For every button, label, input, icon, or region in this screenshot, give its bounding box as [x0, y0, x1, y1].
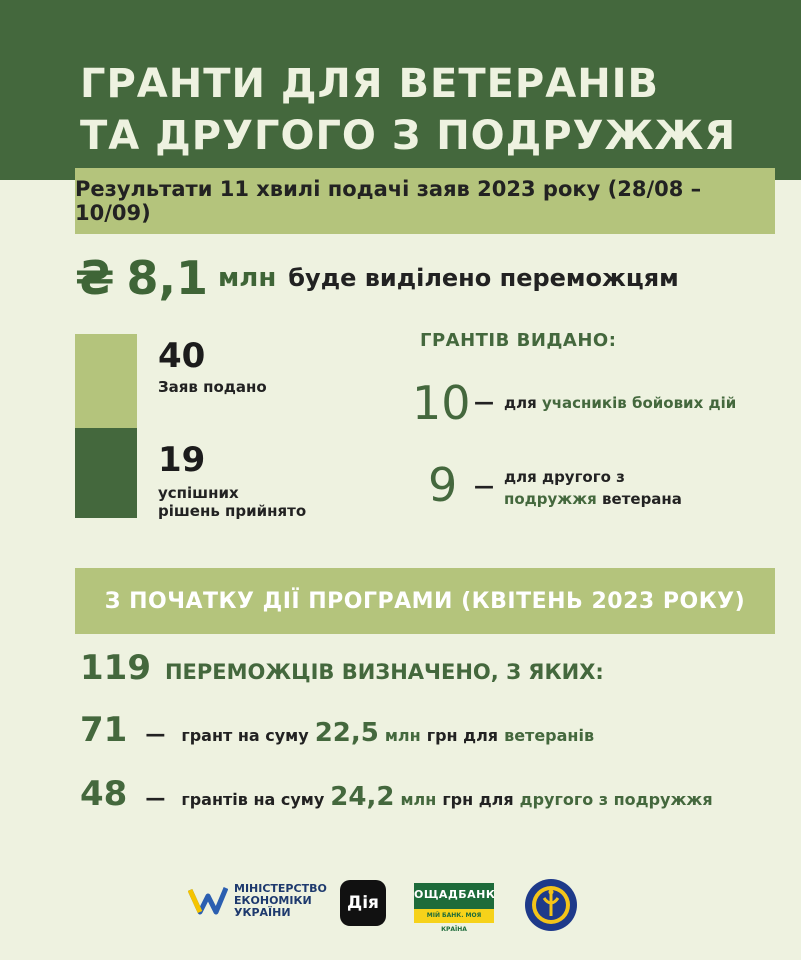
page-title [80, 58, 736, 162]
veterans-unit: млн [384, 726, 421, 745]
total-text: буде виділено переможцям [288, 264, 679, 292]
ministry-line-2: ЕКОНОМІКИ [234, 894, 312, 907]
combat-highlight: учасників бойових дій [541, 394, 737, 412]
title-line-2: ТА ДРУГОГО З ПОДРУЖЖЯ [80, 113, 737, 159]
veterans-mid: грн для [426, 726, 499, 745]
veterans-prefix: грант на суму [181, 726, 309, 745]
oschadbank-slogan: МІЙ БАНК. МОЯ КРАЇНА [414, 909, 494, 923]
total-amount: 8,1 [126, 251, 209, 305]
spouses-mid: грн для [442, 790, 514, 809]
combat-grants-count: 10 [412, 376, 471, 430]
ministry-logo [188, 883, 327, 919]
grants-heading: ГРАНТІВ ВИДАНО: [420, 330, 617, 351]
hryvnia-icon: ₴ [75, 251, 115, 305]
spouse-grants-count: 9 [428, 458, 458, 512]
veterans-amount: 22,5 [314, 718, 379, 748]
spouses-row [80, 774, 713, 814]
employment-service-seal-icon [524, 878, 578, 932]
veterans-row [80, 710, 594, 750]
spouse-line-1: для другого з [504, 468, 625, 486]
submitted-bar [75, 334, 137, 428]
subtitle-text: Результати 11 хвилі подачі заяв 2023 року (28/08 – 10/09) [75, 177, 702, 225]
spouse-highlight: подружжя [504, 490, 597, 508]
spouses-dash: — [145, 786, 166, 810]
veterans-count: 71 [80, 710, 128, 750]
spouses-highlight: другого з подружжя [519, 790, 713, 809]
oschadbank-name: ОЩАДБАНК [414, 888, 496, 901]
total-allocation [75, 252, 679, 304]
spouses-unit: млн [400, 790, 437, 809]
success-label [158, 484, 306, 520]
success-label-line-1: успішних [158, 484, 239, 502]
spouses-prefix: грантів на суму [181, 790, 325, 809]
ministry-line-3: УКРАЇНИ [234, 906, 291, 919]
combat-prefix: для [504, 394, 537, 412]
spouses-count: 48 [80, 774, 128, 814]
spouse-label [504, 466, 682, 510]
oschadbank-logo [414, 883, 496, 933]
subtitle-band [75, 168, 775, 234]
success-bar [75, 428, 137, 518]
header-banner [0, 0, 801, 180]
submitted-count: 40 [158, 336, 206, 376]
program-heading: З ПОЧАТКУ ДІЇ ПРОГРАМИ (КВІТЕНЬ 2023 РОКУ) [104, 588, 746, 614]
ministry-line-1: МІНІСТЕРСТВО [234, 882, 327, 895]
program-band [75, 568, 775, 634]
title-line-1: ГРАНТИ ДЛЯ ВЕТЕРАНІВ [80, 61, 660, 107]
spouses-amount: 24,2 [330, 782, 395, 812]
submitted-label: Заяв подано [158, 378, 267, 396]
total-unit: млн [218, 263, 277, 293]
veterans-highlight: ветеранів [504, 726, 595, 745]
success-label-line-2: рішень прийнято [158, 502, 307, 520]
combat-label [504, 392, 736, 414]
success-count: 19 [158, 440, 206, 480]
winners-row [80, 648, 604, 688]
veterans-dash: — [145, 722, 166, 746]
spouse-suffix: ветерана [602, 490, 682, 508]
spouse-dash: — [474, 474, 494, 498]
partner-logos [0, 875, 801, 935]
combat-dash: — [474, 390, 494, 414]
winners-count: 119 [80, 648, 151, 688]
diia-logo: Дія [340, 880, 386, 926]
winners-text: ПЕРЕМОЖЦІВ ВИЗНАЧЕНО, З ЯКИХ: [164, 660, 604, 684]
ministry-emblem-icon [188, 884, 228, 918]
